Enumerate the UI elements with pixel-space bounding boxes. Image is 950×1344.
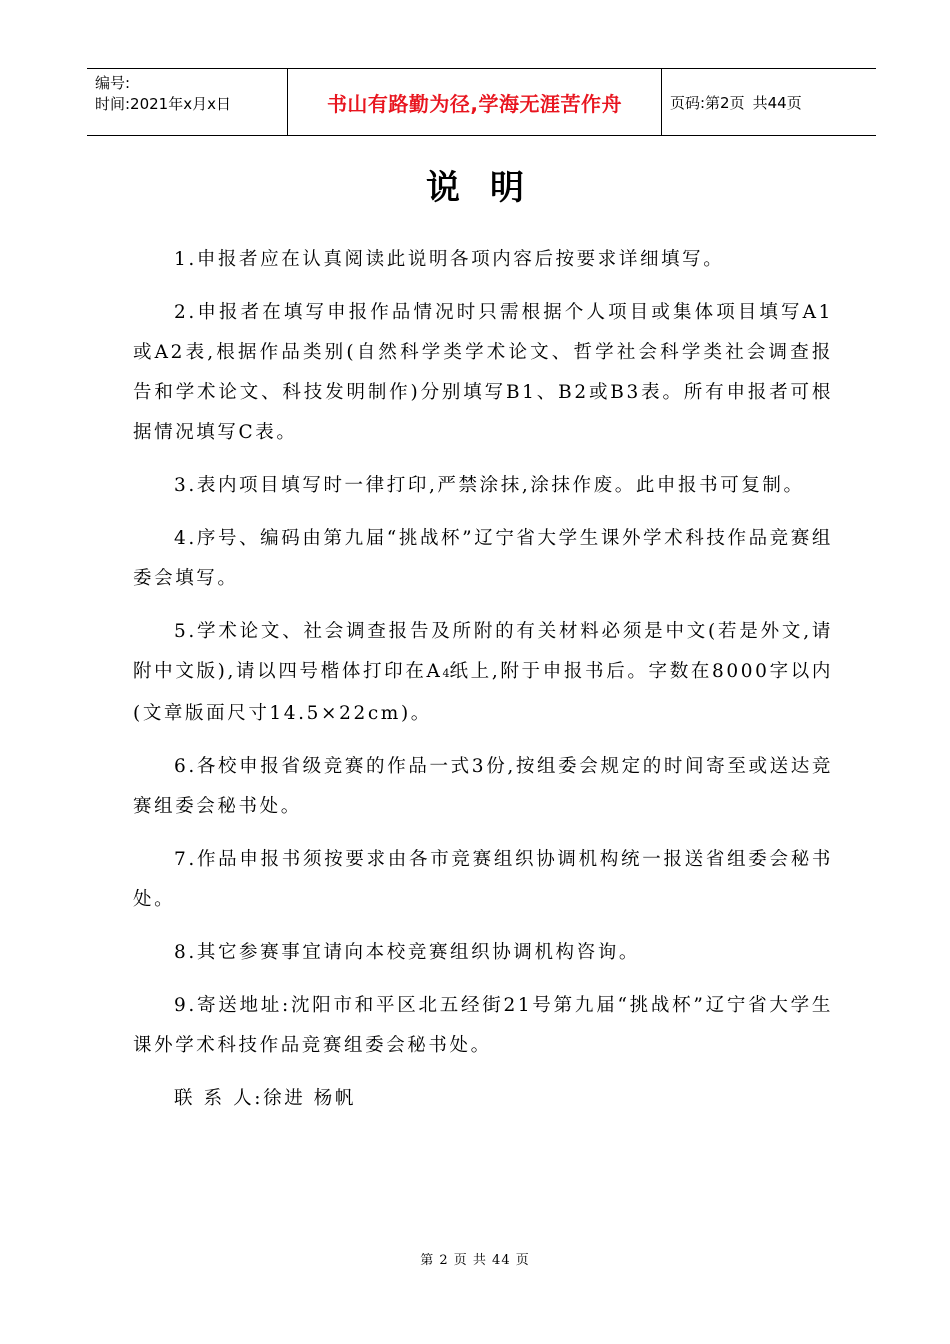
paragraph-9: 9.寄送地址:沈阳市和平区北五经街21号第九届“挑战杯”辽宁省大学生课外学术科技作品竞赛组委会秘书处。 [133,995,833,1056]
paragraph-7: 7.作品申报书须按要求由各市竞赛组织协调机构统一报送省组委会秘书处。 [133,849,833,910]
paragraph-5-part-2: 纸上,附于申报书后。字数在8000字以内(文章版面尺寸14.5×22cm)。 [133,661,833,724]
page-footer: 第 2 页 共 44 页 [420,1253,530,1268]
page-number-label: 页码:第2页 [670,93,745,112]
document-body [133,240,833,1132]
contact-line: 联 系 人:徐进 杨帆 [174,1088,356,1109]
paragraph-5-part-1: 5.学术论文、社会调查报告及所附的有关材料必须是中文(若是外文,请附中文版),请以四号楷体打印在A [133,621,833,682]
paragraph-6: 6.各校申报省级竞赛的作品一式3份,按组委会规定的时间寄至或送达竞赛组委会秘书处。 [133,756,833,817]
paragraph-5 [133,612,833,734]
paragraph-4: 4.序号、编码由第九届“挑战杯”辽宁省大学生课外学术科技作品竞赛组委会填写。 [133,528,833,589]
page-title: 说明 [426,168,554,208]
paragraph-5-subscript: 4 [442,667,450,680]
time-label: 时间:2021年x月x日 [95,95,231,113]
paragraph-8: 8.其它参赛事宜请向本校竞赛组织协调机构咨询。 [174,942,640,963]
paragraph-1: 1.申报者应在认真阅读此说明各项内容后按要求详细填写。 [174,249,725,270]
header-motto: 书山有路勤为径,学海无涯苦作舟 [288,69,662,135]
header-meta [87,69,288,135]
total-pages-label: 共44页 [752,93,802,112]
header-page-info [662,69,876,135]
page-header [87,68,876,136]
paragraph-2: 2.申报者在填写申报作品情况时只需根据个人项目或集体项目填写A1或A2表,根据作品类别(自然科学类学术论文、哲学社会科学类社会调查报告和学术论文、科技发明制作)分别填写B1、B2或B3表。所有申报者可根据情况填写C表。 [133,302,833,443]
serial-number-label: 编号: [95,74,131,92]
paragraph-3: 3.表内项目填写时一律打印,严禁涂抹,涂抹作废。此申报书可复制。 [174,475,805,496]
